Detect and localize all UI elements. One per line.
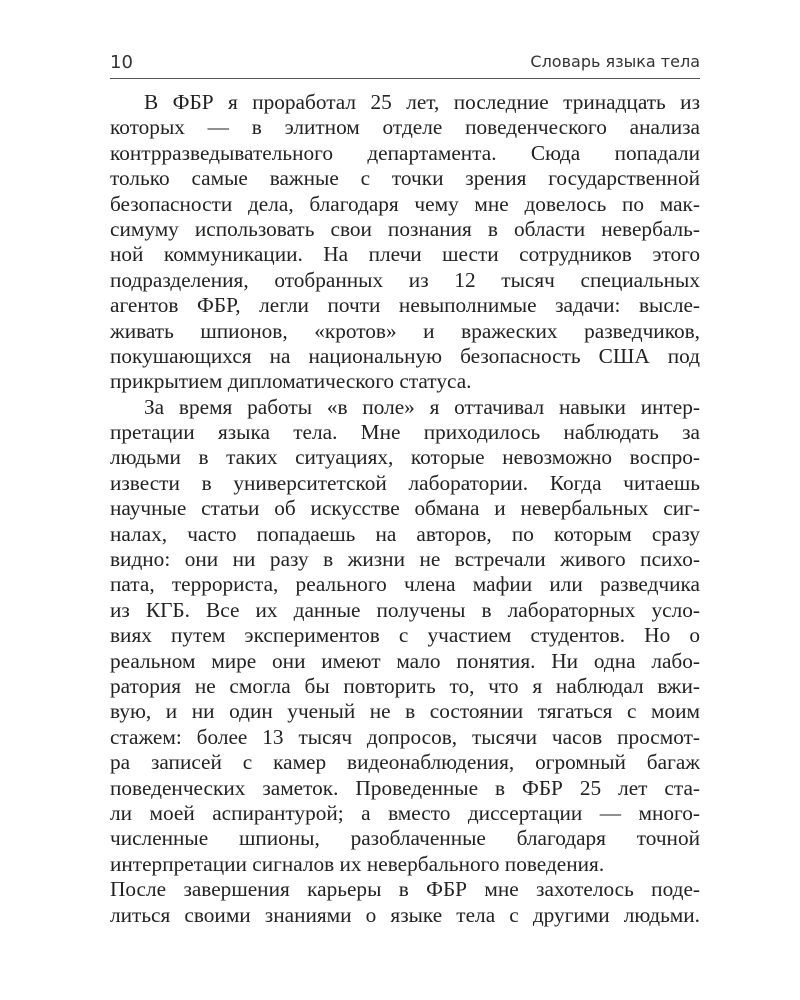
text-line: вую, и ни один ученый не в состоянии тягаться с моим <box>110 699 700 724</box>
text-line: литься своими знаниями о языке тела с другими людьми. <box>110 902 700 927</box>
text-line: извести в университетской лаборатории. Когда читаешь <box>110 470 700 495</box>
text-line: подразделения, отобранных из 12 тысяч специальных <box>110 267 700 292</box>
header-divider <box>110 78 700 79</box>
text-line: контрразведывательного департамента. Сюда попадали <box>110 140 700 165</box>
page-number: 10 <box>110 52 133 73</box>
text-line: научные статьи об искусстве обмана и невербальных сиг- <box>110 496 700 521</box>
text-line: которых — в элитном отделе поведенческого анализа <box>110 115 700 140</box>
text-line: симуму использовать свои познания в области невербаль- <box>110 216 700 241</box>
text-line: безопасности дела, благодаря чему мне довелось по мак- <box>110 191 700 216</box>
text-line: живать шпионов, «кротов» и вражеских разведчиков, <box>110 318 700 343</box>
text-line: ли моей аспирантурой; а вместо диссертации — много- <box>110 800 700 825</box>
text-line: интерпретации сигналов их невербального поведения. <box>110 851 605 876</box>
body-text <box>110 90 700 928</box>
text-line: покушающихся на национальную безопасность США под <box>110 343 700 368</box>
text-line: только самые важные с точки зрения государственной <box>110 166 700 191</box>
text-line: из КГБ. Все их данные получены в лабораторных усло- <box>110 597 700 622</box>
text-line: численные шпионы, разоблаченные благодаря точной <box>110 826 700 851</box>
text-line: налах, часто попадаешь на авторов, по которым сразу <box>110 521 700 546</box>
text-line: За время работы «в поле» я оттачивал навыки интер- <box>144 394 700 419</box>
text-line: виях путем экспериментов с участием студентов. Но о <box>110 623 700 648</box>
text-line: претации языка тела. Мне приходилось наблюдать за <box>110 420 700 445</box>
text-line: В ФБР я проработал 25 лет, последние тринадцать из <box>144 90 700 114</box>
text-line: ра записей с камер видеонаблюдения, огромный багаж <box>110 750 700 775</box>
text-line: После завершения карьеры в ФБР мне захотелось поде- <box>110 877 700 902</box>
text-line: реальном мире они имеют мало понятия. Ни одна лабо- <box>110 648 700 673</box>
text-line: ной коммуникации. На плечи шести сотрудников этого <box>110 242 700 267</box>
running-title: Словарь языка тела <box>530 52 700 71</box>
text-line: стажем: более 13 тысяч допросов, тысячи часов просмот- <box>110 724 700 749</box>
text-line: пата, террориста, реального члена мафии или разведчика <box>110 572 700 597</box>
text-line: видно: они ни разу в жизни не встречали живого психо- <box>110 547 700 572</box>
text-line: людьми в таких ситуациях, которые невозможно воспро- <box>110 445 700 470</box>
text-line: ратория не смогла бы повторить то, что я наблюдал вжи- <box>110 673 700 698</box>
text-line: агентов ФБР, легли почти невыполнимые задачи: выcле- <box>110 293 700 318</box>
page-header <box>110 50 700 78</box>
text-line: поведенческих заметок. Проведенные в ФБР 25 лет ста- <box>110 775 700 800</box>
text-line: прикрытием дипломатического статуса. <box>110 369 472 394</box>
